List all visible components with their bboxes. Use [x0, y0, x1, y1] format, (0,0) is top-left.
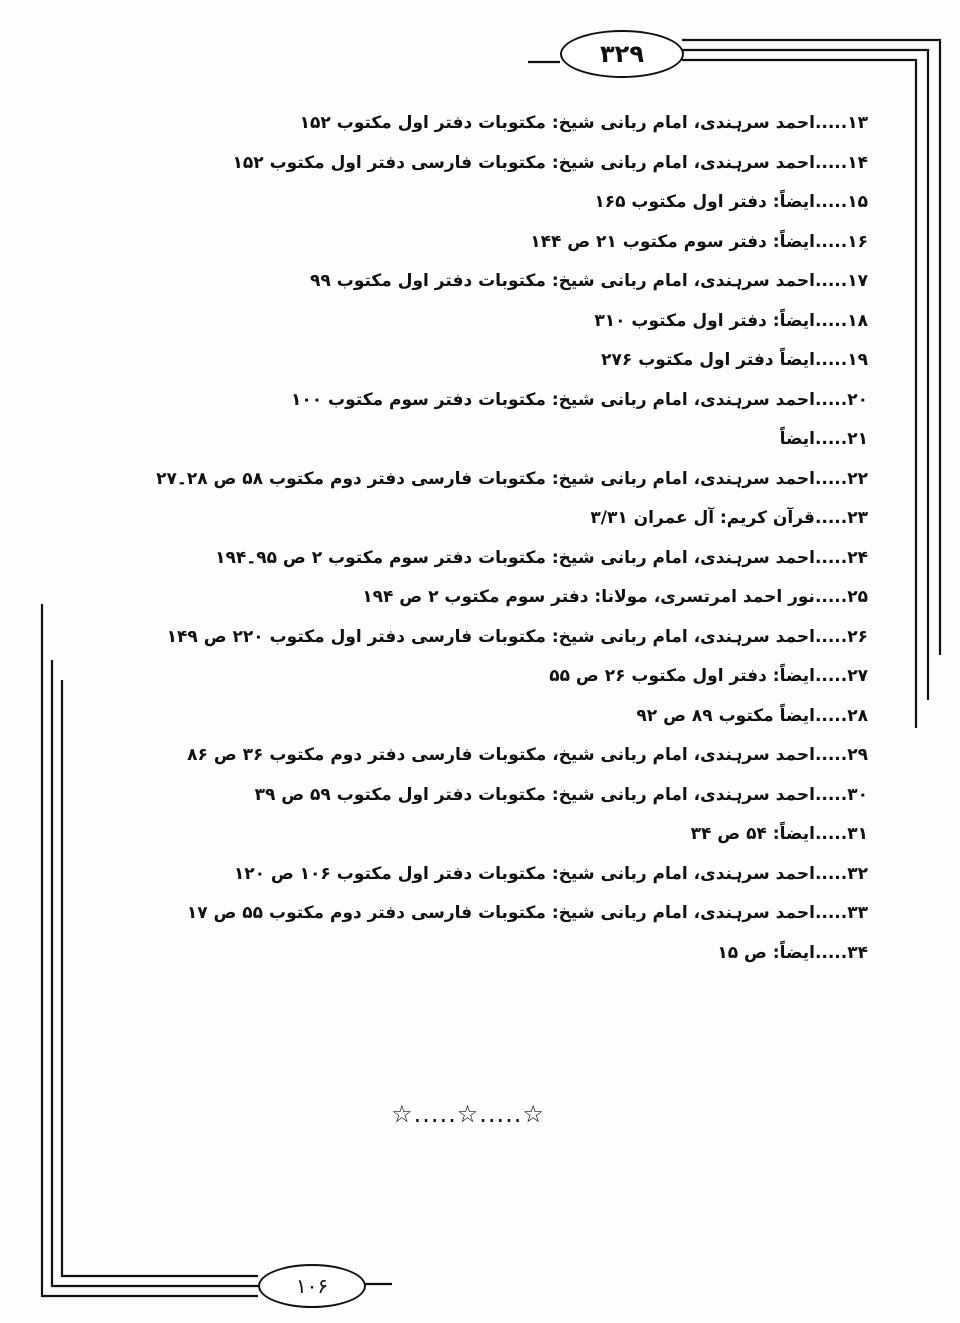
footnote-citation: احمد سرہندی، امام ربانی شیخ: مکتوبات فارسی دفتر اول مکتوب ۲۲۰ ص ۱۴۹: [166, 626, 815, 647]
footnote-separator: .....: [814, 310, 848, 331]
footnote-number: ۱۵: [847, 192, 868, 212]
footnote-number: ۲۲: [847, 468, 868, 489]
footnote-separator: .....: [814, 547, 848, 568]
footnote-item: [308, 657, 868, 697]
footnote-item: [308, 420, 868, 460]
footnote-citation: ایضاً: ص ۱۵: [717, 942, 815, 963]
footnote-item: [232, 144, 868, 184]
footnote-number: ۲۶: [847, 626, 868, 647]
footnote-item: [308, 499, 868, 539]
footnote-citation: نور احمد امرتسری، مولانا: دفتر سوم مکتوب ۲ ص ۱۹۴: [362, 587, 815, 607]
footnote-citation: ایضاً: [779, 429, 815, 449]
footnote-item: [187, 736, 868, 776]
footnote-item: [254, 776, 868, 816]
footnotes-list: [156, 104, 868, 973]
footnote-number: ۲۵: [847, 587, 868, 607]
footnote-item: [308, 697, 868, 737]
footnote-item: [308, 578, 868, 618]
footnote-item: [215, 539, 868, 579]
footnote-number: ۳۴: [847, 942, 868, 963]
footnote-citation: احمد سرہندی، امام ربانی شیخ: مکتوبات دفتر اول مکتوب ۵۹ ص ۳۹: [254, 784, 815, 805]
footnote-item: [308, 262, 868, 302]
footnote-item: [308, 223, 868, 263]
footnote-separator: .....: [814, 587, 848, 607]
footnote-citation: ایضاً: دفتر سوم مکتوب ۲۱ ص ۱۴۴: [530, 231, 815, 252]
footnote-number: ۱۳: [847, 113, 868, 133]
footnote-number: ۲۸: [847, 705, 868, 726]
footnote-number: ۱۹: [847, 350, 868, 370]
footnote-citation: ایضاً: ۵۴ ص ۳۴: [690, 824, 815, 844]
footnote-separator: .....: [814, 152, 848, 173]
folio-number: ۱۰۶: [258, 1264, 366, 1308]
footnote-separator: .....: [814, 784, 848, 805]
footnote-separator: .....: [814, 626, 848, 647]
footnote-separator: .....: [814, 192, 848, 212]
footnote-citation: احمد سرہندی، امام ربانی شیخ: مکتوبات فارسی دفتر اول مکتوب ۱۵۲: [232, 152, 815, 173]
footnote-item: [308, 341, 868, 381]
footnote-citation: ایضاً: دفتر اول مکتوب ۱۶۵: [594, 192, 815, 212]
footnote-separator: .....: [814, 745, 848, 765]
footnote-separator: .....: [814, 824, 848, 844]
footnote-item: [290, 381, 868, 421]
footnote-separator: .....: [814, 508, 848, 528]
footnote-number: ۱۴: [847, 152, 868, 173]
footnote-citation: احمد سرہندی، امام ربانی شیخ: مکتوبات فارسی دفتر دوم مکتوب ۵۸ ص ۲۸۔۲۷: [156, 468, 815, 489]
footnote-item: [166, 618, 868, 658]
footnote-number: ۲۷: [847, 666, 868, 686]
footnote-citation: قرآن کریم: آل عمران ۳/۳۱: [590, 508, 815, 528]
footnote-citation: احمد سرہندی، امام ربانی شیخ: مکتوبات دفتر اول مکتوب ۱۰۶ ص ۱۲۰: [233, 863, 815, 884]
footnote-citation: احمد سرہندی، امام ربانی شیخ: مکتوبات دفتر اول مکتوب ۹۹: [310, 271, 815, 291]
footnote-number: ۳۱: [847, 824, 868, 844]
footnote-number: ۳۲: [847, 863, 868, 884]
footnote-number: ۱۶: [847, 231, 868, 252]
footnote-citation: ایضاً دفتر اول مکتوب ۲۷۶: [601, 350, 815, 370]
footnote-item: [308, 302, 868, 342]
footnote-separator: .....: [814, 231, 848, 252]
footnote-number: ۲۰: [847, 389, 868, 410]
end-ornament: ☆.....☆.....☆: [391, 1100, 545, 1128]
footnote-separator: .....: [814, 942, 848, 963]
page-number: ۳۲۹: [560, 30, 684, 78]
footnote-separator: .....: [814, 666, 848, 686]
footnote-separator: .....: [814, 863, 848, 884]
footnote-number: ۱۸: [847, 310, 868, 331]
footnote-citation: ایضاً: دفتر اول مکتوب ۲۶ ص ۵۵: [549, 666, 815, 686]
footnote-number: ۲۴: [847, 547, 868, 568]
footnote-citation: احمد سرہندی، امام ربانی شیخ، مکتوبات فارسی دفتر دوم مکتوب ۳۶ ص ۸۶: [187, 745, 815, 765]
footnote-number: ۱۷: [847, 271, 868, 291]
footnote-item: [308, 934, 868, 974]
footnote-separator: .....: [814, 389, 848, 410]
footnote-number: ۲۱: [847, 429, 868, 449]
footnote-item: [233, 855, 868, 895]
footnote-citation: ایضاً: دفتر اول مکتوب ۳۱۰: [594, 310, 815, 331]
footnote-citation: احمد سرہندی، امام ربانی شیخ: مکتوبات دفتر سوم مکتوب ۱۰۰: [290, 389, 815, 410]
footnote-citation: احمد سرہندی، امام ربانی شیخ: مکتوبات دفتر اول مکتوب ۱۵۲: [299, 113, 815, 133]
footnote-citation: احمد سرہندی، امام ربانی شیخ: مکتوبات فارسی دفتر دوم مکتوب ۵۵ ص ۱۷: [186, 903, 815, 923]
footnote-number: ۳۳: [847, 903, 868, 923]
footnote-citation: احمد سرہندی، امام ربانی شیخ: مکتوبات دفتر سوم مکتوب ۲ ص ۹۵۔۱۹۴: [215, 547, 815, 568]
footnote-separator: .....: [814, 429, 848, 449]
footnote-separator: .....: [814, 350, 848, 370]
footnote-number: ۳۰: [847, 784, 868, 805]
footnote-item: [186, 894, 868, 934]
footnote-citation: ایضاً مکتوب ۸۹ ص ۹۲: [636, 705, 815, 726]
footnote-separator: .....: [814, 705, 848, 726]
footnote-item: [308, 815, 868, 855]
footnote-number: ۲۹: [847, 745, 868, 765]
footnote-number: ۲۳: [847, 508, 868, 528]
footnote-item: [308, 183, 868, 223]
footnote-item: [299, 104, 868, 144]
footnote-separator: .....: [814, 468, 848, 489]
footnote-separator: .....: [814, 903, 848, 923]
footnote-item: [156, 460, 868, 500]
footnote-separator: .....: [814, 271, 848, 291]
footnote-separator: .....: [814, 113, 848, 133]
